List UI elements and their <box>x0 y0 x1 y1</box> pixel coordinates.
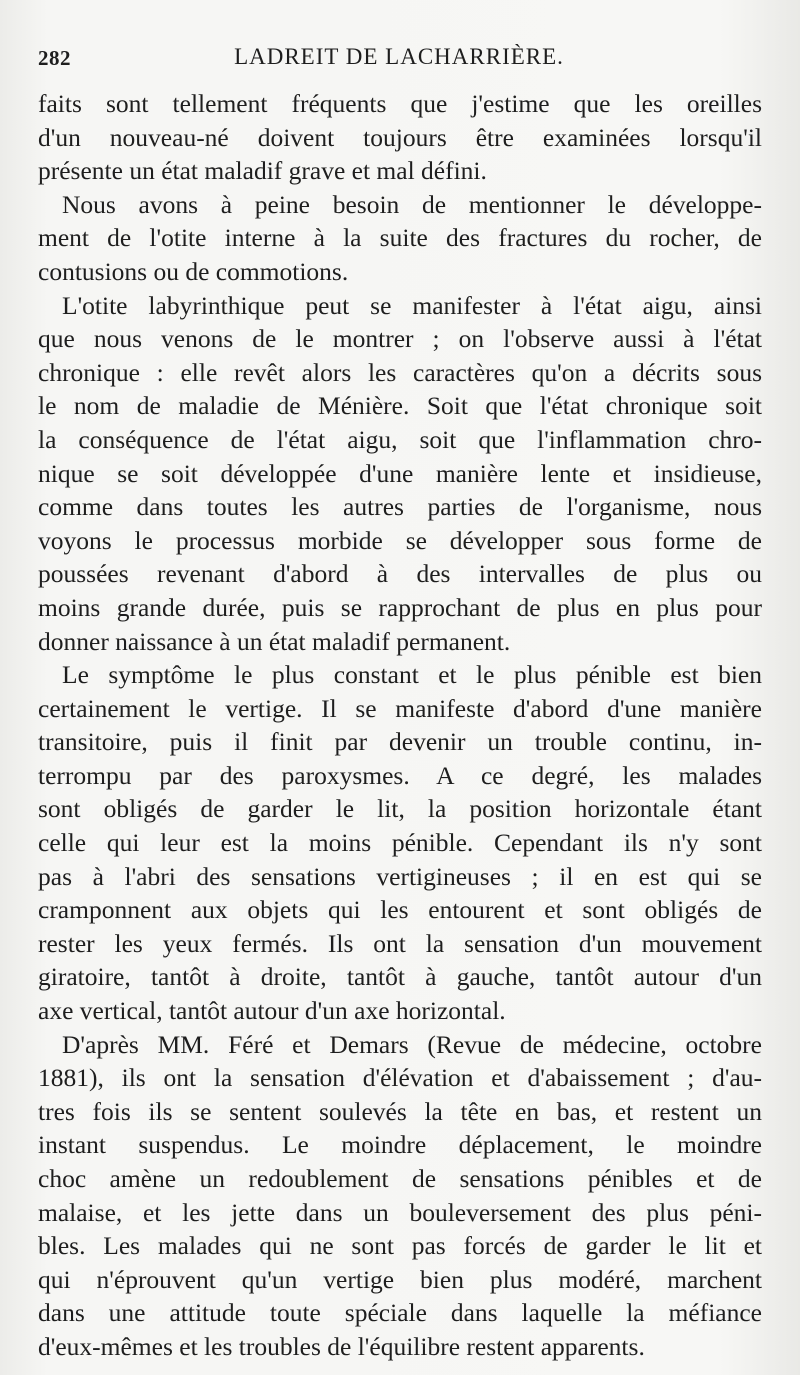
text-line: présente un état maladif grave et mal défini. <box>38 156 487 186</box>
text-line: choc amène un redoublement de sensations pénibles et de <box>38 1164 762 1193</box>
text-line: terrompu par des paroxysmes. A ce degré, les malades <box>38 760 762 790</box>
text-line: instant suspendus. Le moindre déplacement, le moindre <box>38 1130 762 1160</box>
text-line: L'otite labyrinthique peut se manifester à l'état aigu, ainsi <box>62 290 762 320</box>
text-line: transitoire, puis il finit par devenir un trouble continu, in- <box>38 727 762 757</box>
text-line: axe vertical, tantôt autour d'un axe horizontal. <box>38 996 506 1026</box>
text-line: D'après MM. Féré et Demars (Revue de médecine, octobre <box>62 1029 762 1059</box>
text-line: sont obligés de garder le lit, la position horizontale étant <box>38 794 762 824</box>
text-line: nique se soit développée d'une manière lente et insidieuse, <box>38 458 762 488</box>
page-header <box>38 40 760 80</box>
text-line: la conséquence de l'état aigu, soit que l'inflammation chro- <box>38 424 762 454</box>
page-number: 282 <box>38 46 71 70</box>
text-line: d'un nouveau-né doivent toujours être examinées lorsqu'il <box>38 122 762 152</box>
text-line: contusions ou de commotions. <box>38 256 349 286</box>
text-line: le nom de maladie de Ménière. Soit que l'état chronique soit <box>38 391 762 421</box>
paragraph <box>38 289 762 659</box>
text-line: malaise, et les jette dans un bouleversement des plus péni- <box>38 1197 762 1227</box>
paragraph <box>38 1028 762 1364</box>
text-line: 1881), ils ont la sensation d'élévation et d'abaissement ; d'au- <box>38 1063 762 1093</box>
text-line: voyons le processus morbide se développer sous forme de <box>38 525 762 555</box>
running-title: LADREIT DE LACHARRIÈRE. <box>234 44 564 69</box>
text-line: Nous avons à peine besoin de mentionner le développe- <box>62 189 762 219</box>
text-line: pas à l'abri des sensations vertigineuses ; il en est qui se <box>38 861 762 891</box>
text-line: rester les yeux fermés. Ils ont la sensation d'un mouvement <box>38 928 762 958</box>
text-line: donner naissance à un état maladif permanent. <box>38 626 511 656</box>
text-line: celle qui leur est la moins pénible. Cependant ils n'y sont <box>38 828 762 858</box>
text-line: Le symptôme le plus constant et le plus pénible est bien <box>62 660 762 690</box>
text-line: certainement le vertige. Il se manifeste d'abord d'une manière <box>38 693 762 723</box>
body-text <box>38 87 762 1364</box>
text-line: moins grande durée, puis se rapprochant de plus en plus pour <box>38 592 762 622</box>
text-line: d'eux-mêmes et les troubles de l'équilibre restent apparents. <box>38 1331 645 1361</box>
text-line: tres fois ils se sentent soulevés la tête en bas, et restent un <box>38 1096 762 1126</box>
text-line: ment de l'otite interne à la suite des fractures du rocher, de <box>38 223 762 253</box>
paragraph <box>38 188 762 289</box>
text-line: bles. Les malades qui ne sont pas forcés de garder le lit et <box>38 1231 762 1261</box>
text-line: cramponnent aux objets qui les entourent et sont obligés de <box>38 895 762 925</box>
text-line: giratoire, tantôt à droite, tantôt à gauche, tantôt autour d'un <box>38 962 762 992</box>
text-line: qui n'éprouvent qu'un vertige bien plus modéré, marchent <box>38 1264 762 1294</box>
text-line: faits sont tellement fréquents que j'estime que les oreilles <box>38 89 762 118</box>
text-line: que nous venons de le montrer ; on l'observe aussi à l'état <box>38 324 762 354</box>
text-line: comme dans toutes les autres parties de l'organisme, nous <box>38 492 762 522</box>
paragraph <box>38 658 762 1028</box>
text-line: chronique : elle revêt alors les caractères qu'on a décrits sous <box>38 357 762 387</box>
text-line: dans une attitude toute spéciale dans laquelle la méfiance <box>38 1298 762 1328</box>
text-line: poussées revenant d'abord à des intervalles de plus ou <box>38 559 762 589</box>
paragraph <box>38 87 762 188</box>
